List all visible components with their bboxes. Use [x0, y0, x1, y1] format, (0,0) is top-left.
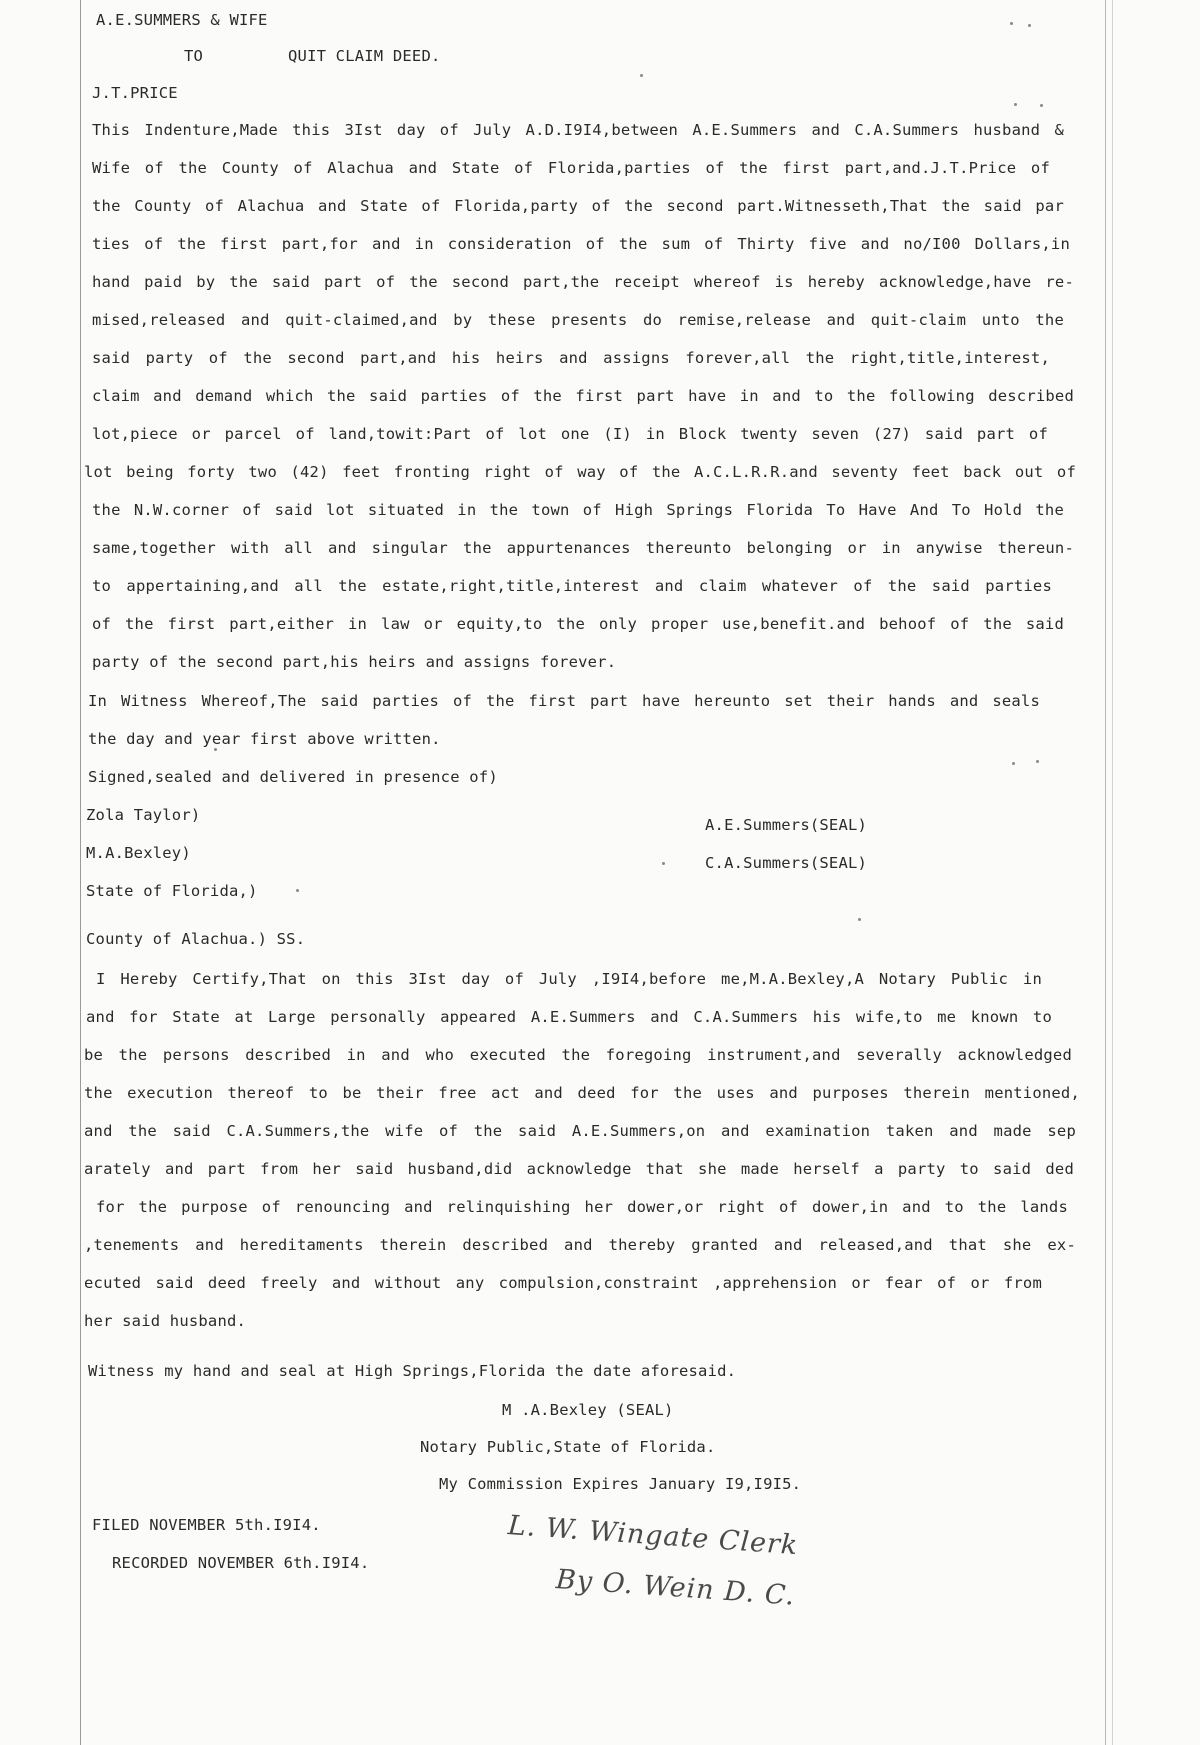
scan-speck	[1040, 104, 1043, 107]
body-line: Wife of the County of Alachua and State of Florida,parties of the first part,and.J.T.Price of	[92, 159, 1050, 177]
certificate-line: ecuted said deed freely and without any compulsion,constraint ,apprehension or fear of or from	[84, 1274, 1042, 1292]
witness-line: In Witness Whereof,The said parties of the first part have hereunto set their hands and seals	[88, 692, 1040, 710]
body-line: lot,piece or parcel of land,towit:Part of lot one (I) in Block twenty seven (27) said part of	[92, 425, 1048, 443]
body-line: of the first part,either in law or equity,to the only proper use,benefit.and behoof of the said	[92, 615, 1064, 633]
certificate-line: be the persons described in and who executed the foregoing instrument,and severally acknowledged	[84, 1046, 1072, 1064]
certificate-line: the execution thereof to be their free act and deed for the uses and purposes therein mentioned,	[84, 1084, 1080, 1102]
right-margin-rule	[1105, 0, 1106, 1745]
body-line: the County of Alachua and State of Florida,party of the second part.Witnesseth,That the said par	[92, 197, 1064, 215]
certificate-line: and for State at Large personally appeared A.E.Summers and C.A.Summers his wife,to me known to	[86, 1008, 1052, 1026]
certificate-line: ,tenements and hereditaments therein described and thereby granted and released,and that she ex-	[84, 1236, 1076, 1254]
certificate-line: I Hereby Certify,That on this 3Ist day of July ,I9I4,before me,M.A.Bexley,A Notary Public in	[96, 970, 1042, 988]
body-line: the N.W.corner of said lot situated in the town of High Springs Florida To Have And To Hold the	[92, 501, 1064, 519]
body-line: to appertaining,and all the estate,right,title,interest and claim whatever of the said parties	[92, 577, 1052, 595]
scan-speck	[662, 862, 665, 865]
right-margin-rule-inner	[1112, 0, 1113, 1745]
scan-speck	[1028, 24, 1031, 27]
scan-speck	[1014, 103, 1017, 106]
scan-speck	[858, 918, 861, 921]
grantor-signature-1: A.E.Summers(SEAL)	[705, 816, 868, 834]
witness-line: the day and year first above written.	[88, 730, 441, 748]
body-line: party of the second part,his heirs and assigns forever.	[92, 653, 617, 671]
filed-date: FILED NOVEMBER 5th.I9I4.	[92, 1516, 321, 1534]
deputy-clerk-signature: By O. Wein D. C.	[554, 1564, 797, 1612]
recorded-date: RECORDED NOVEMBER 6th.I9I4.	[112, 1554, 370, 1572]
left-margin-rule	[80, 0, 81, 1745]
body-line: ties of the first part,for and in consideration of the sum of Thirty five and no/I00 Dollars,in	[92, 235, 1070, 253]
witness-hand-line: Witness my hand and seal at High Springs,Florida the date aforesaid.	[88, 1362, 737, 1380]
scan-speck	[214, 748, 217, 751]
certificate-line: for the purpose of renouncing and relinquishing her dower,or right of dower,in and to the lands	[96, 1198, 1068, 1216]
grantor-signature-2: C.A.Summers(SEAL)	[705, 854, 868, 872]
body-line: hand paid by the said part of the second part,the receipt whereof is hereby acknowledge,have re-	[92, 273, 1074, 291]
scan-speck	[1036, 760, 1039, 763]
witness-name-1: Zola Taylor)	[86, 806, 201, 824]
scan-speck	[1012, 762, 1015, 765]
scan-speck	[640, 74, 643, 77]
scan-speck	[296, 889, 299, 892]
body-line: same,together with all and singular the appurtenances thereunto belonging or in anywise thereun-	[92, 539, 1074, 557]
body-line: said party of the second part,and his heirs and assigns forever,all the right,title,interest,	[92, 349, 1050, 367]
body-line: lot being forty two (42) feet fronting right of way of the A.C.L.R.R.and seventy feet back out of	[84, 463, 1076, 481]
header-doc-type: QUIT CLAIM DEED.	[288, 47, 441, 65]
header-grantee: J.T.PRICE	[92, 84, 178, 102]
certificate-line: arately and part from her said husband,did acknowledge that she made herself a party to said ded	[84, 1160, 1074, 1178]
header-grantor: A.E.SUMMERS & WIFE	[96, 11, 268, 29]
certificate-line: and the said C.A.Summers,the wife of the said A.E.Summers,on and examination taken and made sep	[84, 1122, 1076, 1140]
body-line: claim and demand which the said parties of the first part have in and to the following described	[92, 387, 1074, 405]
notary-name: M .A.Bexley (SEAL)	[502, 1401, 674, 1419]
notary-title: Notary Public,State of Florida.	[420, 1438, 716, 1456]
venue-state: State of Florida,)	[86, 882, 258, 900]
scan-speck	[1010, 22, 1013, 25]
header-to: TO	[184, 47, 204, 65]
certificate-line: her said husband.	[84, 1312, 247, 1330]
body-line: This Indenture,Made this 3Ist day of July A.D.I9I4,between A.E.Summers and C.A.Summers husband &	[92, 121, 1064, 139]
clerk-signature: L. W. Wingate Clerk	[506, 1510, 800, 1562]
witness-name-2: M.A.Bexley)	[86, 844, 191, 862]
venue-county: County of Alachua.) SS.	[86, 930, 306, 948]
body-line: mised,released and quit-claimed,and by these presents do remise,release and quit-claim unto the	[92, 311, 1064, 329]
notary-commission: My Commission Expires January I9,I9I5.	[439, 1475, 802, 1493]
signed-line: Signed,sealed and delivered in presence of)	[88, 768, 498, 786]
